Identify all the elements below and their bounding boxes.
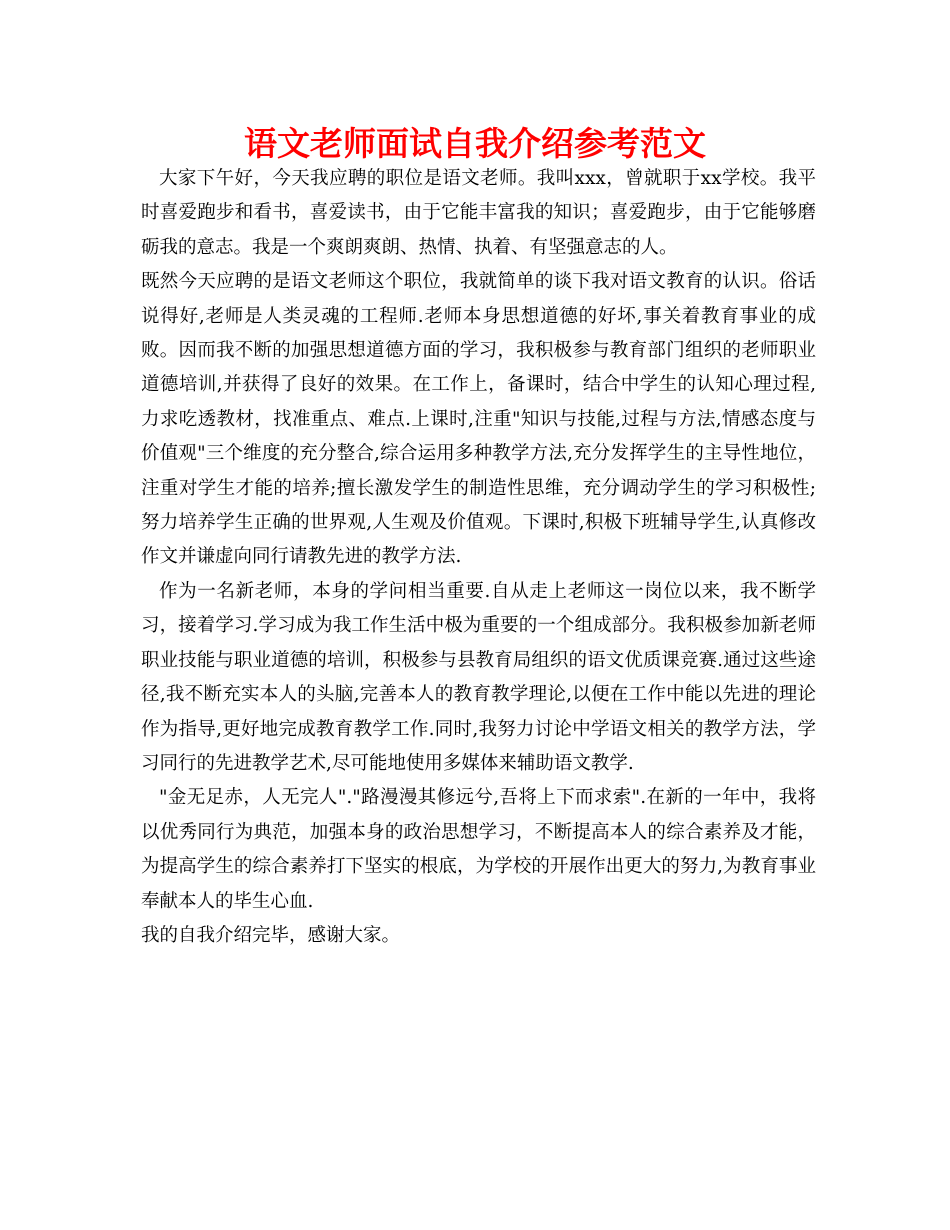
paragraph-learning: 作为一名新老师，本身的学问相当重要.自从走上老师这一岗位以来，我不断学习，接着学习.学习成为我工作生活中极为重要的一个组成部分。我积极参加新老师职业技能与职业道德的培训，积极参与县教育局组织的语文优质课竞赛.通过这些途径,我不断充实本人的头脑,完善本人的教育教学理论,以便在工作中能以先进的理论作为指导,更好地完成教育教学工作.同时,我努力讨论中学语文相关的教学方法，学习同行的先进教学艺术,尽可能地使用多媒体来辅助语文教学.: [141, 580, 816, 774]
paragraph-education-view: 既然今天应聘的是语文老师这个职位，我就简单的谈下我对语文教育的认识。俗话说得好,老师是人类灵魂的工程师.老师本身思想道德的好坏,事关着教育事业的成败。因而我不断的加强思想道德方面的学习，我积极参与教育部门组织的老师职业道德培训,并获得了良好的效果。在工作上，备课时，结合中学生的认知心理过程,力求吃透教材，找准重点、难点.上课时,注重"知识与技能,过程与方法,情感态度与价值观"三个维度的充分整合,综合运用多种教学方法,充分发挥学生的主导性地位，注重对学生才能的培养;擅长激发学生的制造性思维，充分调动学生的学习积极性;努力培养学生正确的世界观,人生观及价值观。下课时,积极下班辅导学生,认真修改作文并谦虚向同行请教先进的教学方法.: [141, 271, 816, 568]
document-title: 语文老师面试自我介绍参考范文: [244, 124, 706, 163]
paragraph-greeting: 大家下午好，今天我应聘的职位是语文老师。我叫xxx，曾就职于xx学校。我平时喜爱跑步和看书，喜爱读书，由于它能丰富我的知识；喜爱跑步，由于它能够磨砺我的意志。我是一个爽朗爽朗、热情、执着、有坚强意志的人。: [141, 168, 816, 258]
paragraph-closing: 我的自我介绍完毕，感谢大家。: [141, 924, 401, 946]
document-body: [141, 162, 816, 953]
paragraph-future-plan: "金无足赤，人无完人"."路漫漫其修远兮,吾将上下而求索".在新的一年中，我将以优秀同行为典范，加强本身的政治思想学习，不断提高本人的综合素养及才能，为提高学生的综合素养打下坚实的根底，为学校的开展作出更大的努力,为教育事业奉献本人的毕生心血.: [141, 787, 816, 912]
